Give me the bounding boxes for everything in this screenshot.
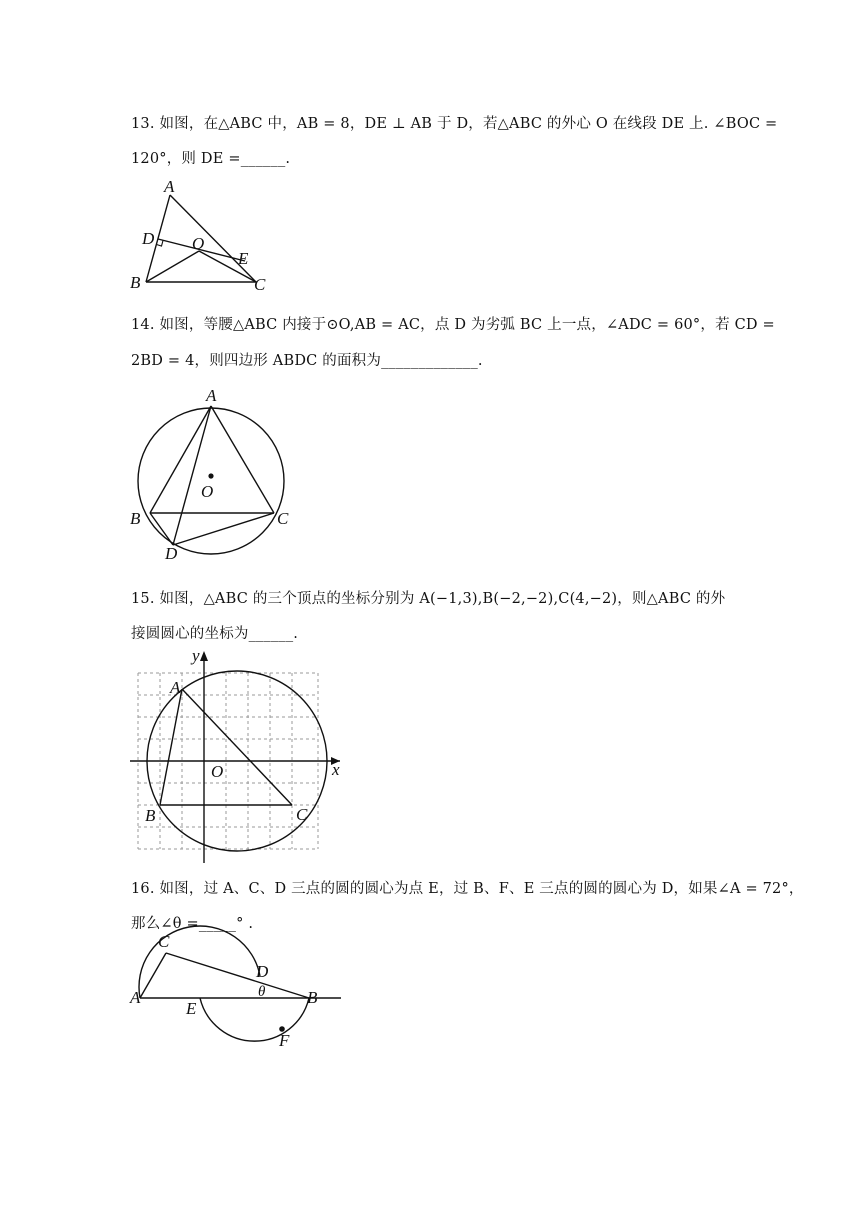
label-o: O xyxy=(211,762,224,781)
label-e: E xyxy=(186,999,197,1018)
problem-16-figure xyxy=(125,932,345,1050)
problem-16-line-2: 那么∠θ =_____° . xyxy=(131,916,254,932)
problem-15-line-2: 接圆圆心的坐标为______. xyxy=(131,626,299,642)
problem-14-line-1: 14. 如图，等腰△ABC 内接于⊙O,AB = AC，点 D 为劣弧 BC 上一点，∠ADC = 60°，若 CD = xyxy=(131,317,775,333)
label-f: F xyxy=(279,1031,290,1050)
label-o: O xyxy=(201,482,214,501)
label-c: C xyxy=(254,275,266,294)
problem-14-figure xyxy=(125,383,305,563)
circumcircle-o xyxy=(138,408,284,554)
segment-ac xyxy=(170,195,256,282)
segment-dc xyxy=(173,513,274,545)
segment-ad xyxy=(173,406,214,545)
segment-cb xyxy=(166,953,309,998)
segment-ac xyxy=(140,953,166,998)
problem-13-figure xyxy=(120,175,280,300)
problem-13-line-1: 13. 如图，在△ABC 中，AB = 8，DE ⊥ AB 于 D，若△ABC 的外心 O 在线段 DE 上. ∠BOC = xyxy=(131,116,778,132)
label-d: D xyxy=(165,544,178,563)
problem-15-line-1: 15. 如图，△ABC 的三个顶点的坐标分别为 A(−1,3),B(−2,−2),C(4,−2)，则△ABC 的外 xyxy=(131,591,726,607)
label-d: D xyxy=(256,962,269,981)
label-a: A xyxy=(206,386,217,405)
problem-15-figure xyxy=(125,645,350,865)
label-c: C xyxy=(296,805,308,824)
problem-16-line-1: 16. 如图，过 A、C、D 三点的圆的圆心为点 E，过 B、F、E 三点的圆的圆心为 D，如果∠A = 72°， xyxy=(131,881,804,897)
label-o: O xyxy=(192,234,205,253)
center-point-o xyxy=(208,473,213,478)
label-c: C xyxy=(158,932,170,951)
y-axis-arrow xyxy=(200,651,208,661)
segment-ab xyxy=(160,689,182,805)
label-a: A xyxy=(130,988,141,1007)
label-a: A xyxy=(164,177,175,196)
segment-bd xyxy=(150,513,173,545)
label-b: B xyxy=(130,509,141,528)
label-y: y xyxy=(192,646,200,665)
label-d: D xyxy=(142,229,155,248)
label-a: A xyxy=(170,678,181,697)
label-theta: θ xyxy=(258,984,266,1000)
label-c: C xyxy=(277,509,289,528)
label-e: E xyxy=(238,249,249,268)
segment-ac xyxy=(182,689,292,805)
label-x: x xyxy=(332,760,340,779)
problem-13-line-2: 120°，则 DE =______. xyxy=(131,151,291,167)
label-b: B xyxy=(130,273,141,292)
label-b: B xyxy=(307,988,318,1007)
segment-ac xyxy=(211,406,274,513)
label-b: B xyxy=(145,806,156,825)
arc-ef xyxy=(200,998,309,1041)
problem-14-line-2: 2BD = 4，则四边形 ABDC 的面积为_____________. xyxy=(131,353,483,369)
